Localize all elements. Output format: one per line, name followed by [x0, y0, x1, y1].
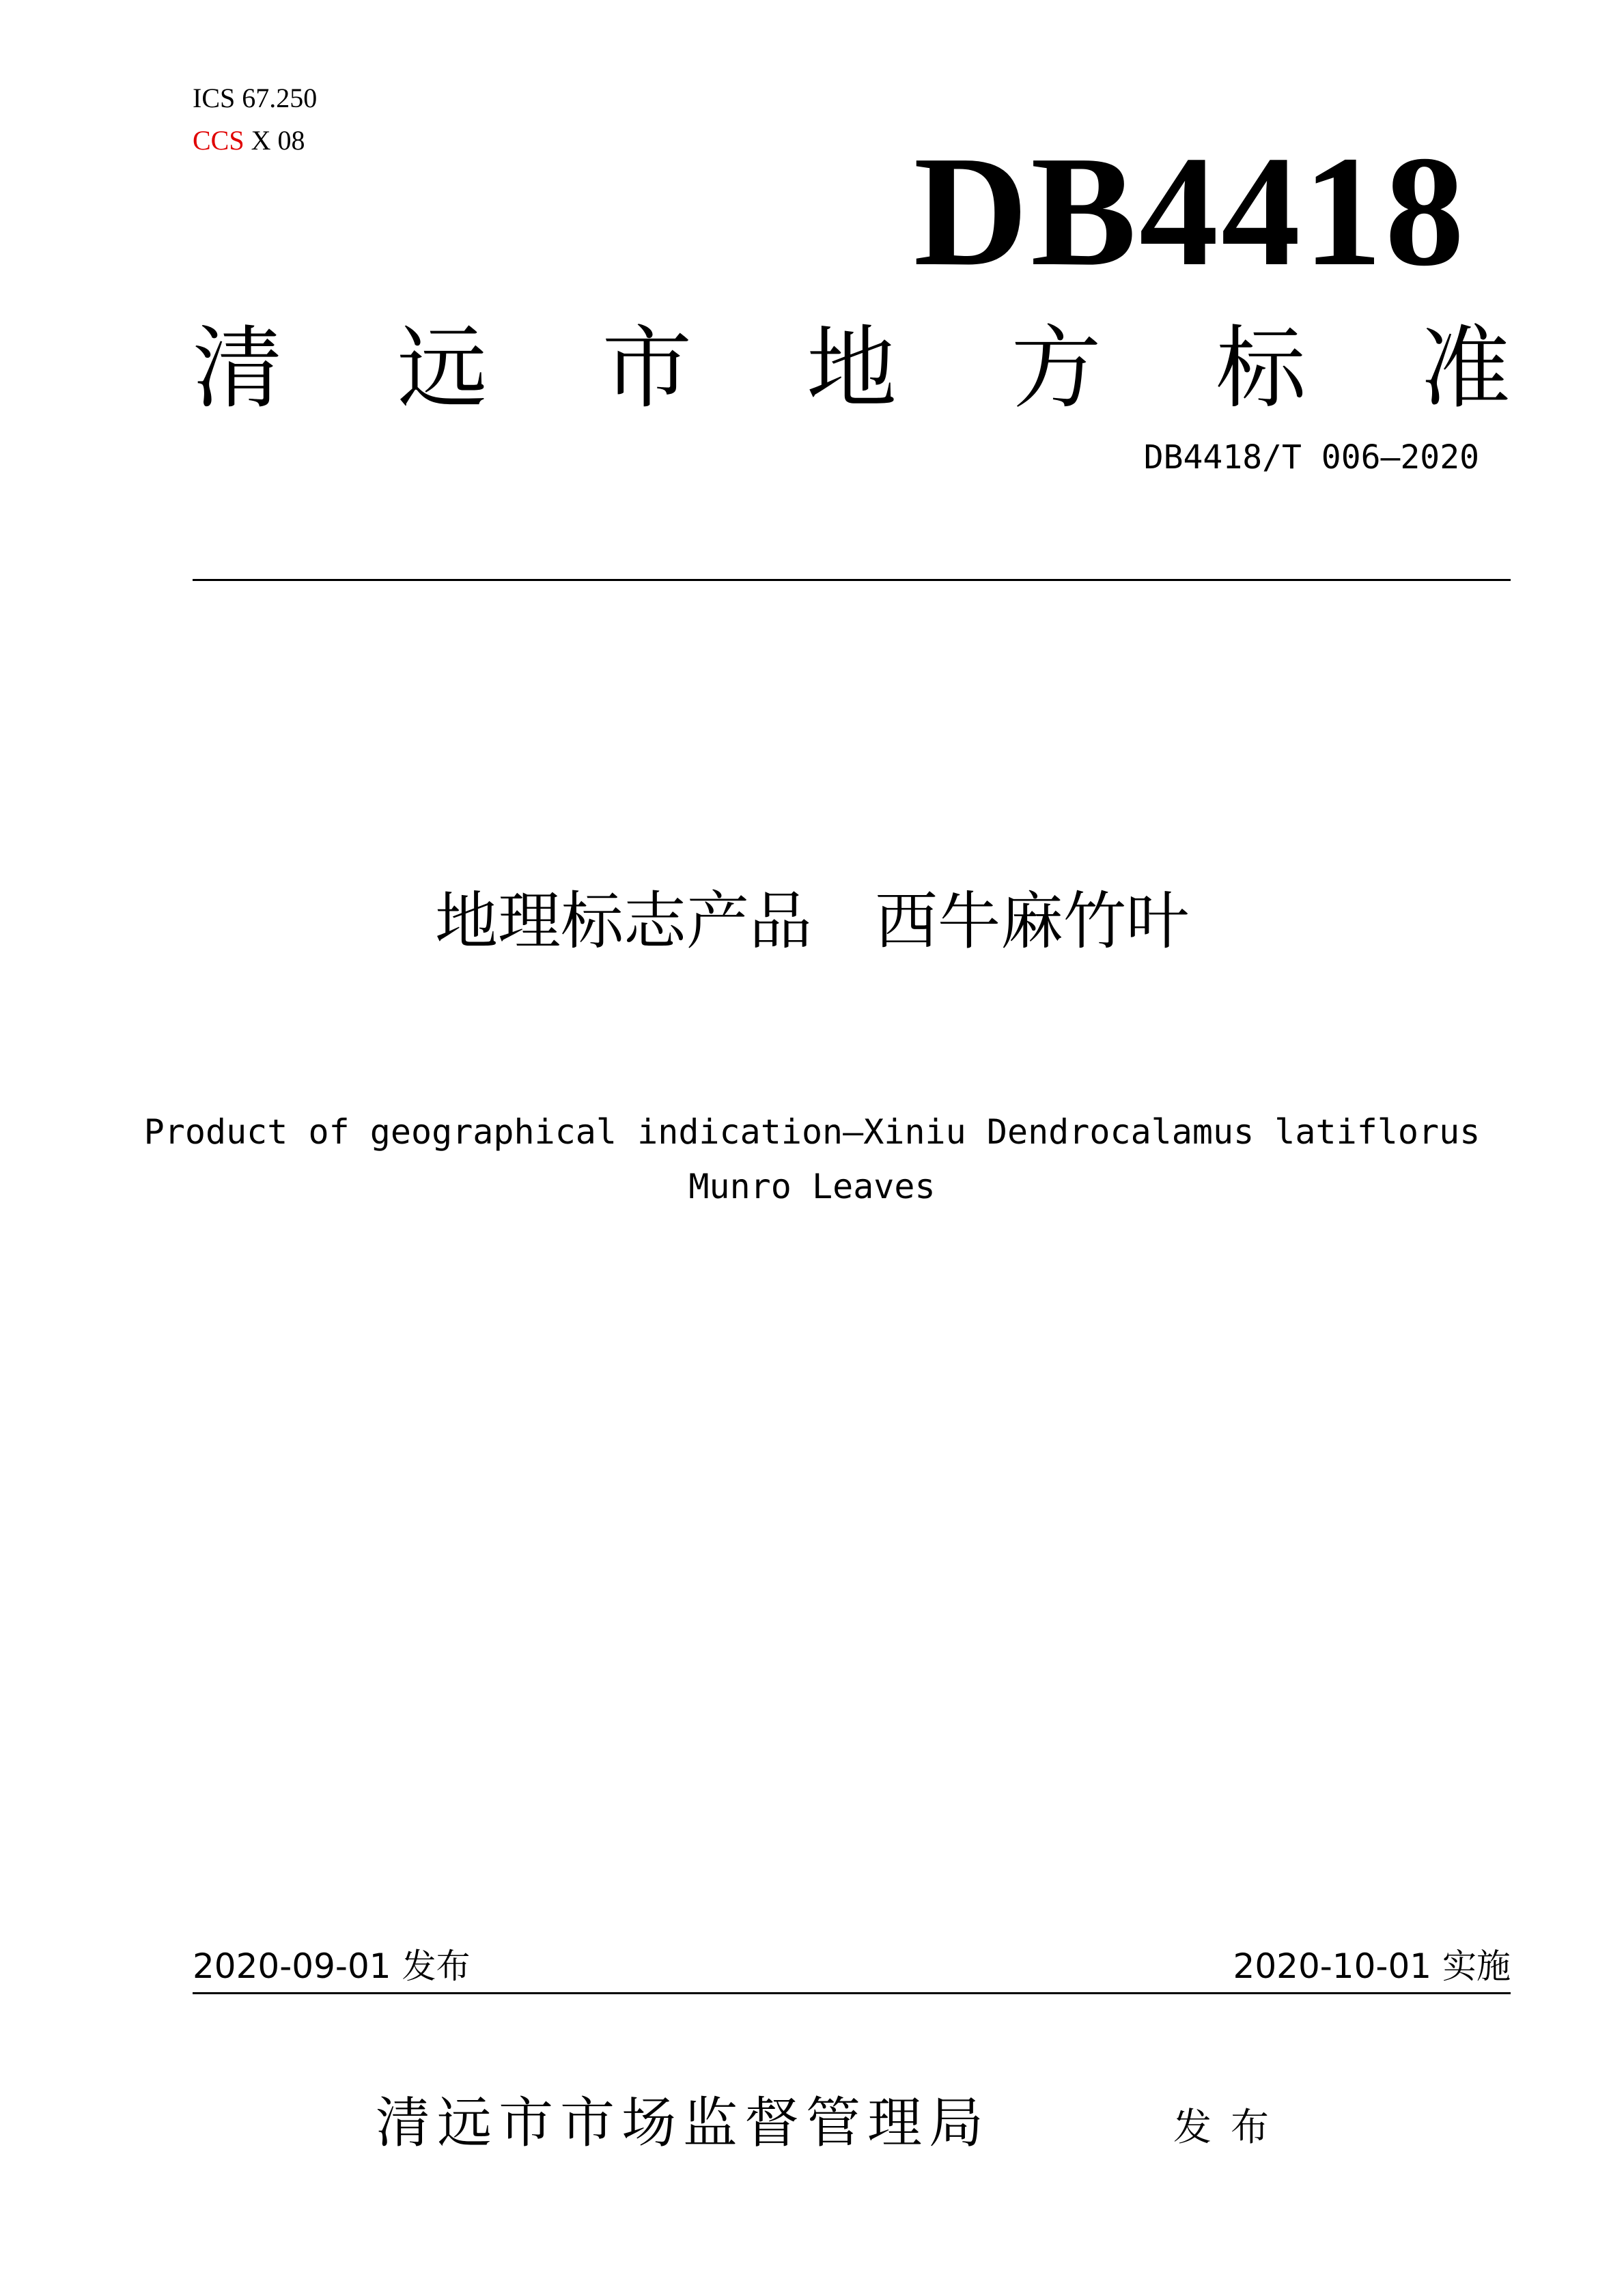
title-char: 准	[1420, 316, 1511, 421]
title-char: 市	[602, 316, 692, 421]
title-en-line: Product of geographical indication—Xiniu Dendrocalamus latiflorus	[143, 1112, 1481, 1152]
top-divider	[193, 579, 1511, 581]
ics-label: ICS	[193, 83, 236, 113]
ics-classification	[193, 81, 317, 116]
publish-date: 2020-09-01 发布	[193, 1946, 471, 1986]
title-char: 方	[1011, 316, 1102, 421]
title-char: 清	[193, 316, 283, 421]
document-title-cn: 地理标志产品 西牛麻竹叶	[434, 885, 1189, 958]
publisher-action: 发布	[1173, 2106, 1288, 2150]
ccs-classification	[193, 123, 305, 158]
db-code: DB4418	[913, 124, 1467, 299]
publisher-name: 清远市市场监督管理局	[376, 2091, 990, 2155]
document-title-en	[0, 1105, 1624, 1214]
title-char: 远	[397, 316, 488, 421]
bottom-divider	[193, 1992, 1511, 1994]
ccs-label: CCS	[193, 125, 244, 156]
standard-type-title	[193, 314, 1511, 423]
title-char: 标	[1216, 316, 1306, 421]
title-en-line: Munro Leaves	[688, 1167, 936, 1206]
ics-code: 67.250	[242, 83, 318, 113]
ccs-code: X 08	[251, 125, 305, 156]
title-char: 地	[806, 316, 897, 421]
implement-date: 2020-10-01 实施	[1233, 1946, 1511, 1986]
standard-number: DB4418/T 006—2020	[1143, 438, 1479, 477]
